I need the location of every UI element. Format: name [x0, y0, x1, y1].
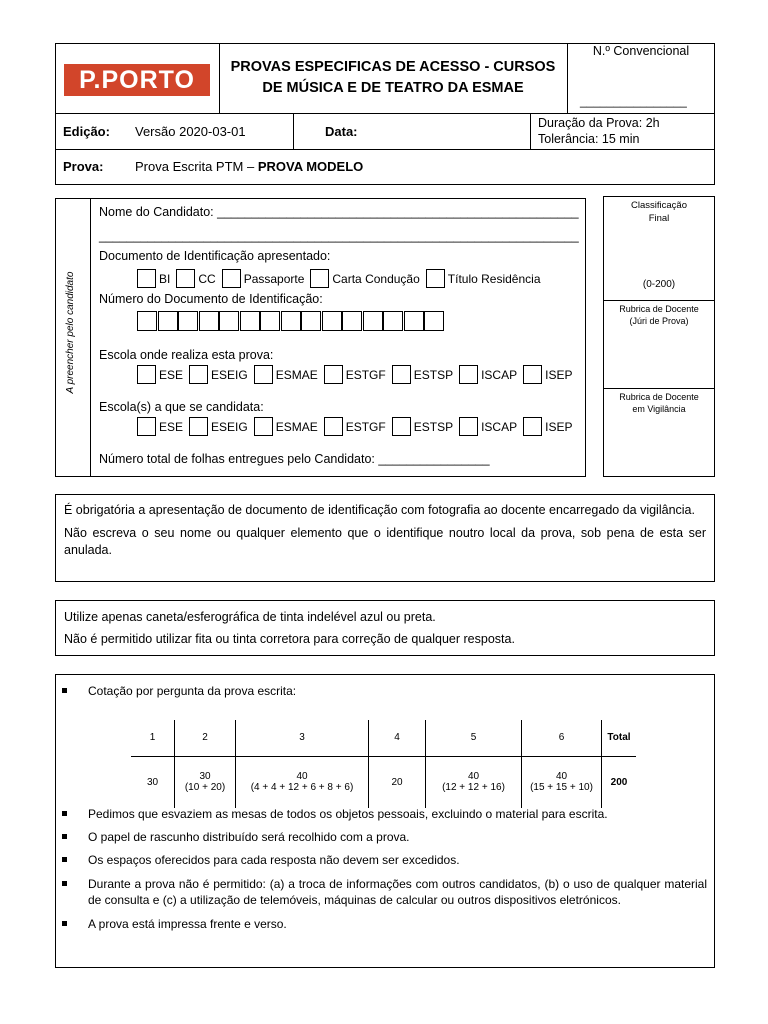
id-digit-box[interactable] [281, 311, 301, 331]
id-digit-box[interactable] [219, 311, 239, 331]
doc-option-bi[interactable] [137, 269, 170, 288]
bullet-dot [62, 921, 67, 926]
checkbox[interactable] [254, 417, 273, 436]
id-digit-box[interactable] [383, 311, 403, 331]
checkbox[interactable] [459, 417, 478, 436]
id-digit-box[interactable] [199, 311, 219, 331]
bullet-text: O papel de rascunho distribuído será recolhido com a prova. [88, 830, 410, 844]
id-digit-box[interactable] [178, 311, 198, 331]
escola-option[interactable] [324, 365, 386, 384]
doc-option-label: Título Residência [447, 271, 541, 286]
q-detail: (4 + 4 + 12 + 6 + 8 + 6) [250, 782, 354, 794]
prova-value-bold: PROVA MODELO [257, 159, 364, 174]
q-value [369, 756, 426, 808]
doc-option-titulo[interactable] [426, 269, 541, 288]
escola-option-label: ESTGF [345, 367, 386, 382]
escola-option-label: ISEP [545, 367, 573, 382]
rubrica-vigilancia [603, 391, 715, 415]
bullet-dot [62, 688, 67, 693]
escola-option[interactable] [254, 417, 318, 436]
edicao-label: Edição: [63, 124, 110, 139]
bullet-item [62, 806, 707, 824]
checkbox[interactable] [189, 365, 208, 384]
rubrica-vig-line1: Rubrica de Docente [619, 392, 699, 402]
escola-prova-options [137, 365, 578, 389]
checkbox[interactable] [137, 417, 156, 436]
notice-writing [55, 600, 715, 656]
checkbox[interactable] [324, 365, 343, 384]
checkbox[interactable] [426, 269, 445, 288]
id-digit-box[interactable] [158, 311, 178, 331]
bullet-item [62, 916, 707, 934]
bullet-text: Pedimos que esvaziem as mesas de todos os objetos pessoais, excluindo o material para escrita. [88, 807, 608, 821]
duracao: Duração da Prova: 2h [538, 116, 660, 130]
id-digit-box[interactable] [301, 311, 321, 331]
doc-option-label: Passaporte [243, 271, 305, 286]
total-value-text: 200 [610, 776, 628, 788]
notice1-p1: É obrigatória a apresentação de documento de identificação com fotografia ao docente encarregado da vigilância. [64, 503, 695, 517]
rubrica-vig-line2: em Vigilância [632, 404, 686, 414]
prova-value [135, 159, 363, 174]
q-value [131, 756, 175, 808]
bullet-text: Durante a prova não é permitido: (a) a troca de informações com outros candidatos, (b) o uso de qualquer material de consulta e (c) a utilização de telemóveis, máquinas de calcular ou outros dispositivos eletrónicos. [88, 877, 707, 907]
checkbox[interactable] [137, 365, 156, 384]
escola-option[interactable] [137, 417, 183, 436]
escola-option-label: ESE [159, 419, 184, 434]
doc-label: Documento de Identificação apresentado: [99, 249, 331, 263]
header-title-line1: PROVAS ESPECIFICAS DE ACESSO - CURSOS [230, 59, 556, 75]
bullet-text: A prova está impressa frente e verso. [88, 917, 287, 931]
conv-field[interactable]: ________________ [580, 94, 687, 108]
prova-value-plain: Prova Escrita PTM – [135, 159, 258, 174]
escola-option[interactable] [254, 365, 318, 384]
escola-option[interactable] [523, 365, 572, 384]
escola-option-label: ESE [159, 367, 184, 382]
escola-option-label: ISCAP [481, 367, 518, 382]
id-digit-box[interactable] [322, 311, 342, 331]
edicao-value: Versão 2020-03-01 [135, 124, 246, 139]
doc-option-carta[interactable] [310, 269, 419, 288]
escola-option[interactable] [392, 417, 453, 436]
checkbox[interactable] [324, 417, 343, 436]
prova-label: Prova: [63, 159, 104, 174]
final-text: Final [648, 213, 670, 224]
num-doc-boxes[interactable] [137, 311, 445, 331]
q-header: 5 [426, 720, 522, 756]
total-header: Total [607, 732, 631, 744]
bullet-cotacao [62, 683, 692, 701]
grading-range: (0-200) [642, 279, 676, 290]
escola-option[interactable] [459, 417, 517, 436]
doc-option-passaporte[interactable] [222, 269, 305, 288]
header-title-line2: DE MÚSICA E DE TEATRO DA ESMAE [262, 80, 524, 96]
escola-option[interactable] [392, 365, 453, 384]
checkbox[interactable] [392, 365, 411, 384]
tolerancia: Tolerância: 15 min [538, 132, 640, 146]
doc-options [137, 269, 547, 293]
id-digit-box[interactable] [240, 311, 260, 331]
cotacao-table [131, 720, 636, 808]
id-digit-box[interactable] [137, 311, 157, 331]
notice-identification [55, 494, 715, 582]
cotacao-label: Cotação por pergunta da prova escrita: [88, 684, 297, 698]
q-header: 3 [236, 720, 369, 756]
rubrica-juri-line2: (Júri de Prova) [629, 316, 689, 326]
header-title [219, 57, 567, 99]
checkbox[interactable] [523, 365, 542, 384]
notice2-p2: Não é permitido utilizar fita ou tinta corretora para correção de qualquer resposta. [64, 632, 515, 646]
id-digit-box[interactable] [342, 311, 362, 331]
bullet-dot [62, 881, 67, 886]
escola-option-label: ESMAE [275, 367, 318, 382]
escola-option-label: ESEIG [211, 419, 248, 434]
q-value-text: 20 [391, 776, 403, 788]
escola-option[interactable] [523, 417, 572, 436]
escola-option-label: ESEIG [211, 367, 248, 382]
checkbox[interactable] [222, 269, 241, 288]
escola-option[interactable] [324, 417, 386, 436]
escola-cand-options [137, 417, 578, 441]
escola-option[interactable] [189, 365, 248, 384]
q-value-text: 40 [555, 771, 568, 783]
escola-option-label: ESTSP [413, 419, 454, 434]
doc-option-label: CC [198, 271, 216, 286]
q-value [236, 756, 369, 808]
doc-option-cc[interactable] [176, 269, 215, 288]
checkbox[interactable] [176, 269, 195, 288]
escola-option-label: ESMAE [275, 419, 318, 434]
doc-option-label: BI [159, 271, 171, 286]
q-value-text: 40 [296, 771, 308, 783]
notice1-p2: Não escreva o seu nome ou qualquer elemento que o identifique noutro local da prova, sob pena de esta ser anulada. [64, 526, 706, 557]
cotacao-header-row [131, 720, 636, 756]
checkbox[interactable] [392, 417, 411, 436]
checkbox[interactable] [137, 269, 156, 288]
escola-cand-label: Escola(s) a que se candidata: [99, 400, 264, 414]
classificacao-label [603, 199, 715, 225]
q-header: 4 [369, 720, 426, 756]
q-value-text: 30 [199, 771, 211, 783]
rubrica-juri [603, 303, 715, 327]
escola-option[interactable] [189, 417, 248, 436]
q-header: 1 [131, 720, 175, 756]
q-detail: (12 + 12 + 16) [442, 782, 505, 794]
grading-box [603, 196, 715, 477]
escola-prova-label: Escola onde realiza esta prova: [99, 348, 274, 362]
escola-option[interactable] [459, 365, 517, 384]
id-digit-box[interactable] [404, 311, 424, 331]
escola-option-label: ISCAP [481, 419, 518, 434]
q-value-text: 30 [146, 776, 159, 788]
bullet-text: Os espaços oferecidos para cada resposta não devem ser excedidos. [88, 853, 460, 867]
q-header: 6 [522, 720, 602, 756]
q-value [175, 756, 236, 808]
escola-option-label: ESTSP [413, 367, 454, 382]
checkbox[interactable] [189, 417, 208, 436]
bullet-item [62, 852, 707, 870]
bullet-dot [62, 834, 67, 839]
q-value-text: 40 [467, 771, 480, 783]
q-header: 2 [175, 720, 236, 756]
side-label: A preencher pelo candidato [65, 271, 76, 394]
num-doc-label: Número do Documento de Identificação: [99, 292, 323, 306]
bullet-item [62, 876, 707, 910]
cotacao-values-row [131, 756, 636, 808]
checkbox[interactable] [254, 365, 273, 384]
logo: P.PORTO [64, 64, 210, 96]
id-digit-box[interactable] [260, 311, 280, 331]
escola-option-label: ISEP [545, 419, 573, 434]
bullet-dot [62, 857, 67, 862]
bullet-item [62, 829, 707, 847]
nome-line2[interactable]: _____________________________________________________________________ [99, 229, 579, 243]
notice2-p1: Utilize apenas caneta/esferográfica de tinta indelével azul ou preta. [64, 610, 436, 624]
q-value [522, 756, 602, 808]
escola-option[interactable] [137, 365, 183, 384]
doc-option-label: Carta Condução [332, 271, 420, 286]
q-detail: (10 + 20) [184, 782, 226, 794]
nome-field[interactable]: Nome do Candidato: ____________________________________________________ [99, 205, 579, 219]
id-digit-box[interactable] [424, 311, 444, 331]
escola-option-label: ESTGF [345, 419, 386, 434]
rubrica-juri-line1: Rubrica de Docente [619, 304, 699, 314]
checkbox[interactable] [459, 365, 478, 384]
folhas-field[interactable]: Número total de folhas entregues pelo Candidato: ________________ [99, 452, 490, 466]
bullet-dot [62, 811, 67, 816]
total-value [602, 756, 637, 808]
data-label: Data: [325, 124, 358, 139]
conv-label: N.º Convencional [592, 44, 690, 58]
q-detail: (15 + 15 + 10) [530, 782, 593, 794]
classificacao-text: Classificação [631, 200, 687, 211]
id-digit-box[interactable] [363, 311, 383, 331]
q-value [426, 756, 522, 808]
checkbox[interactable] [310, 269, 329, 288]
checkbox[interactable] [523, 417, 542, 436]
